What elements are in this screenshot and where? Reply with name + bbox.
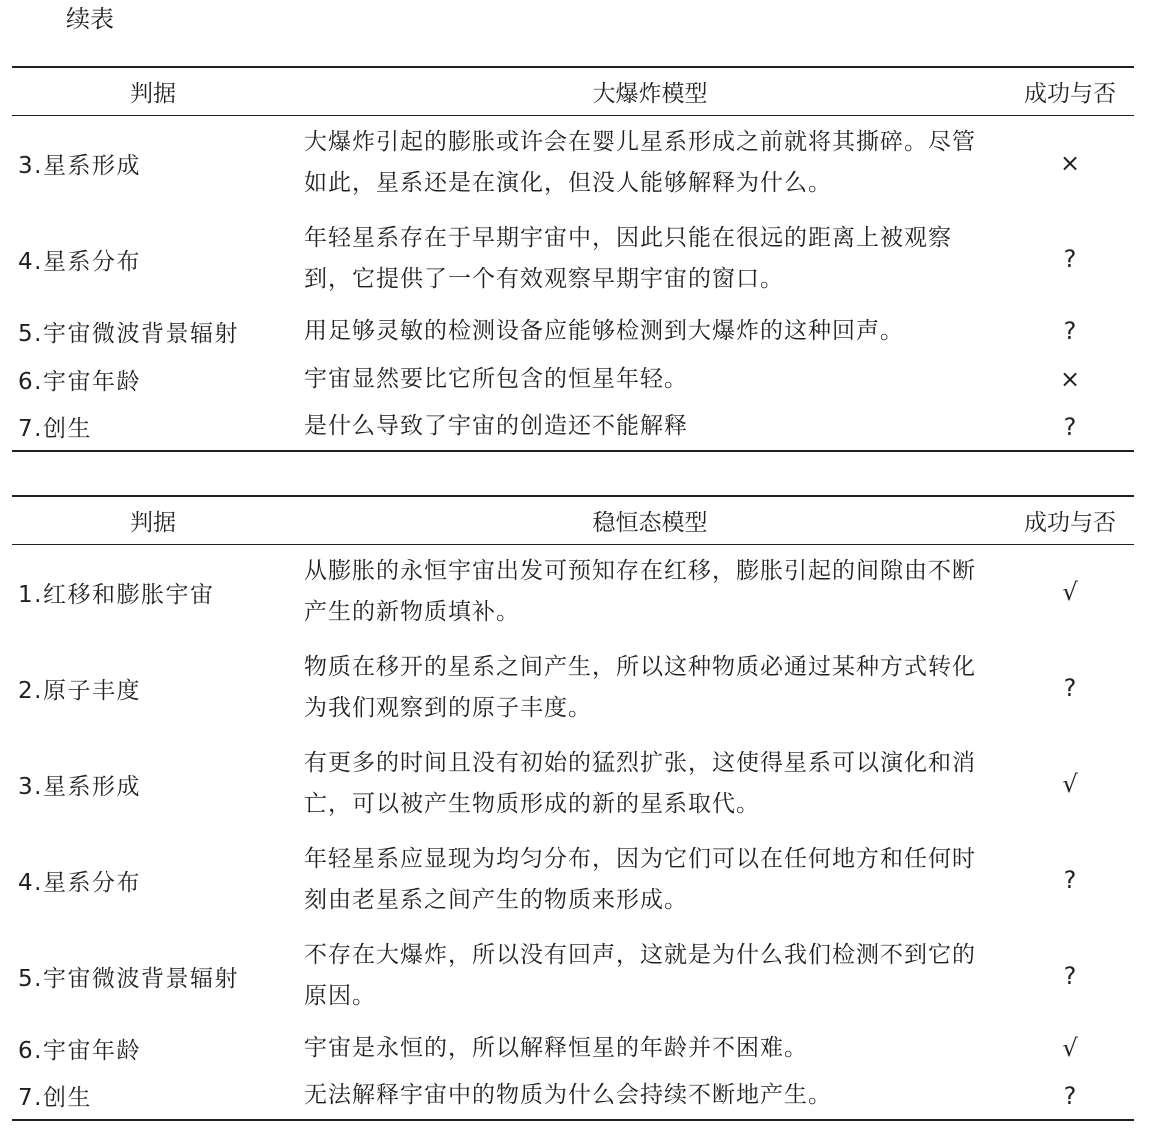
table-row — [12, 355, 1134, 403]
header-row — [12, 496, 1134, 544]
big-bang-model-table — [12, 66, 1134, 452]
table-row — [12, 832, 1134, 928]
criterion-cell: 3.星系形成 — [18, 773, 141, 800]
criterion-cell: 7.创生 — [12, 403, 294, 451]
criterion-cell: 7.创生 — [12, 1072, 294, 1120]
header-success: 成功与否 — [1006, 67, 1134, 115]
steady-state-model-table — [12, 495, 1134, 1121]
description-cell: 不存在大爆炸，所以没有回声，这就是为什么我们检测不到它的原因。 — [304, 942, 976, 1009]
criterion-cell: 4.星系分布 — [18, 248, 141, 275]
table-row — [12, 211, 1134, 307]
result-mark: √ — [1062, 770, 1078, 798]
table-row — [12, 736, 1134, 832]
header-criterion: 判据 — [12, 67, 294, 115]
description-cell: 宇宙显然要比它所包含的恒星年轻。 — [304, 365, 688, 392]
criterion-cell: 3.星系形成 — [18, 152, 141, 179]
table-caption: 续表 — [66, 5, 114, 33]
criterion-cell: 1.红移和膨胀宇宙 — [18, 581, 215, 608]
table-row — [12, 403, 1134, 451]
criterion-cell: 6.宇宙年龄 — [18, 368, 141, 395]
result-mark: ? — [1063, 866, 1077, 894]
result-mark: ? — [1063, 317, 1077, 345]
table-row — [12, 544, 1134, 640]
result-mark: × — [1059, 365, 1081, 393]
result-mark: ? — [1006, 403, 1134, 451]
description-cell: 是什么导致了宇宙的创造还不能解释 — [294, 403, 1006, 451]
description-cell: 大爆炸引起的膨胀或许会在婴儿星系形成之前就将其撕碎。尽管如此，星系还是在演化，但没人能够解释为什么。 — [304, 129, 976, 197]
description-cell: 年轻星系存在于早期宇宙中，因此只能在很远的距离上被观察到，它提供了一个有效观察早期宇宙的窗口。 — [304, 225, 952, 292]
criterion-cell: 4.星系分布 — [18, 869, 141, 896]
description-cell: 宇宙是永恒的，所以解释恒星的年龄并不困难。 — [304, 1034, 808, 1061]
result-mark: ? — [1063, 245, 1077, 273]
table-row — [12, 1024, 1134, 1072]
header-model: 稳恒态模型 — [294, 496, 1006, 544]
description-cell: 年轻星系应显现为均匀分布，因为它们可以在任何地方和任何时刻由老星系之间产生的物质来形成。 — [304, 846, 976, 913]
header-criterion: 判据 — [12, 496, 294, 544]
table-row — [12, 115, 1134, 211]
description-cell: 无法解释宇宙中的物质为什么会持续不断地产生。 — [294, 1072, 1006, 1120]
criterion-cell: 5.宇宙微波背景辐射 — [18, 320, 239, 347]
result-mark: √ — [1062, 1034, 1078, 1062]
header-model: 大爆炸模型 — [294, 67, 1006, 115]
table-row — [12, 640, 1134, 736]
criterion-cell: 6.宇宙年龄 — [18, 1037, 141, 1064]
description-cell: 用足够灵敏的检测设备应能够检测到大爆炸的这种回声。 — [304, 317, 904, 344]
result-mark: ? — [1063, 962, 1077, 990]
criterion-cell: 5.宇宙微波背景辐射 — [18, 965, 239, 992]
result-mark: √ — [1062, 578, 1078, 607]
result-mark: ? — [1063, 674, 1077, 702]
header-success: 成功与否 — [1006, 496, 1134, 544]
table-row — [12, 928, 1134, 1024]
description-cell: 有更多的时间且没有初始的猛烈扩张，这使得星系可以演化和消亡，可以被产生物质形成的新的星系取代。 — [304, 750, 976, 817]
table-row — [12, 307, 1134, 355]
description-cell: 物质在移开的星系之间产生，所以这种物质必通过某种方式转化为我们观察到的原子丰度。 — [304, 654, 976, 721]
criterion-cell: 2.原子丰度 — [18, 677, 141, 704]
header-row — [12, 67, 1134, 115]
description-cell: 从膨胀的永恒宇宙出发可预知存在红移，膨胀引起的间隙由不断产生的新物质填补。 — [304, 558, 976, 626]
result-mark: × — [1059, 149, 1081, 178]
result-mark: ? — [1006, 1072, 1134, 1120]
table-row — [12, 1072, 1134, 1120]
